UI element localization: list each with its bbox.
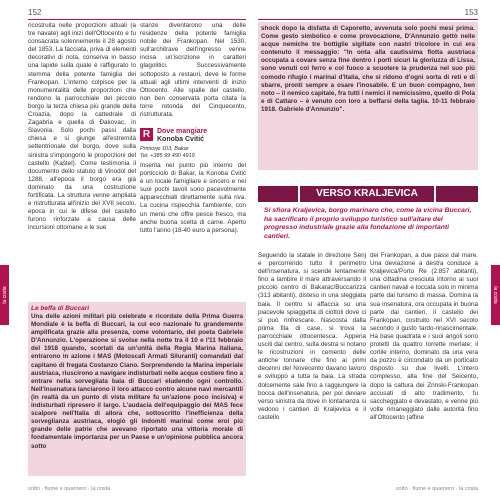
banner-left-bar (258, 186, 298, 202)
top-rule-left (28, 19, 246, 20)
beffa-box-continued-text: shock dopo la disfatta di Caporetto, avvenuta solo pochi mesi prima. Come gesto simbolico e come provocazione, D'Annunzio gettò nelle acque nemiche tre bottiglie sigillate con nastri tricolore in cui era contenuto il messaggio: "In onta alla cautissima flotta austriaca occupata a covare senza fine dentro i porti sicuri la gloriuzza di Lissa, sono venuti col ferro e col fuoco a scuotere la prudenza nel suo più comodo rifugio i marinai d'Italia, che si ridono d'ogni sorta di reti e di sbarre, pronti sempre a osare l'inosabile. E un buon compagno, ben noto – il nemico capitale, fra tutti i nemici il nemicissimo, quello di Pola e di Cattaro – è venuto con loro a beffarsi della taglia. 10-11 febbraio 1918. Gabriele d'Annunzio". (261, 25, 475, 113)
beffa-box (28, 302, 246, 476)
footer-right (396, 486, 478, 492)
right-column-1: Seguendo la statale in direzione Senj e percorrendo tutto il perimetro dell'insenatura, si scende lentamente fino a lambire il mare attraversando il piccolo centro di Bakarac/Buccarizza (313 abitanti), disteso in una sleggiata baia. Il centro si affaccia su una piacevole spiaggetta di ciottoli dove ci si può rinfrescare. Nascosta dalla prima fila di case, si trova la parrocchiale ottocentesca. Appena usciti dal centro, sulla destra si notano le ricostruzioni in cemento delle antiche tonnare che fino ai primi decenni del Novecento davano lavoro e sviluppo a tutta la baia. La strada dolcemente sale fino a raggiungere la bocca dell'insenatura, per poi deviare verso sinistra da dove in lontananza si vedono i cantieri di Kraljevica e il castello (258, 252, 366, 421)
top-rule-right (258, 19, 478, 20)
restaurant-phone: Tel. +385 99 490 4919 (140, 153, 195, 159)
side-tab-right-label: la costa (492, 286, 498, 304)
beffa-box-title: Le beffa di Buccari (31, 305, 90, 312)
left-column-1: ricostruita nelle proporzioni attuali (a tre navate) agli inizi dell'Ottocento e fu consacrata solennemente il 28 agosto del 1853. La facciata, priva di elementi decorativi di nota, conserva in basso una lapide sulla quale è raffigurato lo stemma della potente famiglia dei Frankopan. L'interno colpisce per la monumentalità delle proporzioni che rendono la parrocchiale del piccolo borgo la terza chiesa più grande della Croazia, dopo la cattedrale di Zagabria e quella di Đakovac, in Slavonia. Solo pochi passi dalla chiesa e si giunge all'estremità settentrionale del borgo, dove sulla sinistra s'impongono le proporzioni del castello (Kaštel). Come testimonia il documento dello statuto di Vinodol del 1288, all'epoca il borgo era già dominato da una costruzione fortificata. La struttura venne ampliata e ristrutturata all'inizio del XVII secolo, epoca in cui le difese del castello furono rinforzate a causa delle incursioni ottomane e le sue (28, 22, 136, 232)
side-tab-left (0, 265, 9, 325)
restaurant-name: Konoba Cvitić (157, 136, 205, 143)
beffa-box-text: Una delle azioni militari più celebrate e ricordate della Prima Guerra Mondiale è la beffa di Buccari, la cui eco nazionale fu grandemente amplificata grazie alla presenza, come volontario, del poeta Gabriele D'Annunzio. L'operazione si svolse nella notte tra il 10 e l'11 febbraio del 1918 quando, scortati da un'unità della Regia Marina italiana, entrarono in azione i MAS (Motoscafi Armati Siluranti) comandati dal capitano di fregata Costanzo Ciano. Sorprendendo la Marina imperiale austriaca, riuscirono a navigare indisturbati nelle acque costiere fino a entrare nella sorvegliata baia di Buccari eludendo ogni controllo. Nell'insenatura lanciarono il loro attacco contro alcune navi mercantili (in realtà da un punto di vista militare fu un'azione poco incisiva) e indisturbati ripresero il largo. L'audacia dell'equipaggio dei MAS fece scalpore nell'Italia di allora che, sottoscritto l'inefficienza della sorveglianza austriaca, elogiò gli indomiti marinai come eroi più grande delle patrie che avevano riportato una vittoria morale di fondamentale importanza per un Paese e un'opinione pubblica ancora sotto (31, 313, 243, 450)
side-tab-left-label: la costa (2, 286, 8, 304)
page-number-left: 152 (28, 8, 42, 17)
dove-mangiare-title: Dove mangiare (157, 128, 208, 135)
section-banner: VERSO KRALJEVICA (300, 186, 434, 202)
footer-left-text: sotto · fiume e quarnero · la costa (28, 486, 111, 492)
left-column-2b: Inserita nel punto più interno del porticciolo di Bakar, la Konoba Cvitić è un locale famigliare e sincero e nei suoi pochi tavoli sono pacevolmente apparecchiati direttamente sulla riva. La cucina rispecchia l'ambiente, con un menù che offre pesce fresco, ma anche buona scelta di carne. Aperto tutto l'anno (18-40 euro a persona). (140, 162, 246, 234)
side-tab-right (491, 265, 500, 325)
right-column-2: dei Frankopan, a due passi dal mare. Una deviazione a destra conduce a Kraljevica/Porto Re (2.857 abitanti), una cittadina cresciuta intorno ai suoi cantieri navali e toccata solo in minima parte dal turismo di massa. Domina la sua insenatura, ora occupata in buona parte dai cantieri, il castello dei Frankopan, costruito nel XVI secolo secondo il gusto tardo-rinascimentale. Ha base quadrata e i suoi angoli sono protetti da quattro torrette merlate; il cortile interno, dominato da una vera da pozzo è circondato da un porticato disposto su due livelli. L'intero complesso, alla fine del Seicento, dopo la cattura dei Zrinski-Frankopan accusati di alto tradimento, fu saccheggiato e devastato, e venne più volte rimaneggiato dalle autorità fino all'Ottocento (affine (370, 252, 478, 421)
pull-quote: Si sfiora Kraljevica, borgo marinaro che, come la vicina Buccari, ha sacrificato il proprio sviluppo turistico sull'altare del progresso industriale grazie alla fondazione di importanti cantieri. (264, 207, 472, 240)
left-column-2: stanze diventarono una delle residenze della potente famiglia nobile dei Frankopan. Nel 1530, sull'architrave dell'ingresso venne incisa un'iscrizione in caratteri glagolitici. Successivamente sottoposto a restauri, deve le forme attuali agli ultimi interventi di inizio Ottocento. Alle spalle del castello, non ben conservata porta citata la torre rotonda del Cinquecento, ristrutturata. (140, 22, 246, 119)
restaurant-icon: R (140, 128, 153, 141)
beffa-box-continued (258, 22, 478, 170)
restaurant-address: Primorje 103, Bakar (140, 146, 189, 152)
footer-right-text: sotto · fiume e quarnero · la costa (395, 486, 478, 492)
footer-left (28, 486, 110, 492)
page-number-right: 153 (464, 8, 478, 17)
banner-right-bar (436, 186, 478, 202)
